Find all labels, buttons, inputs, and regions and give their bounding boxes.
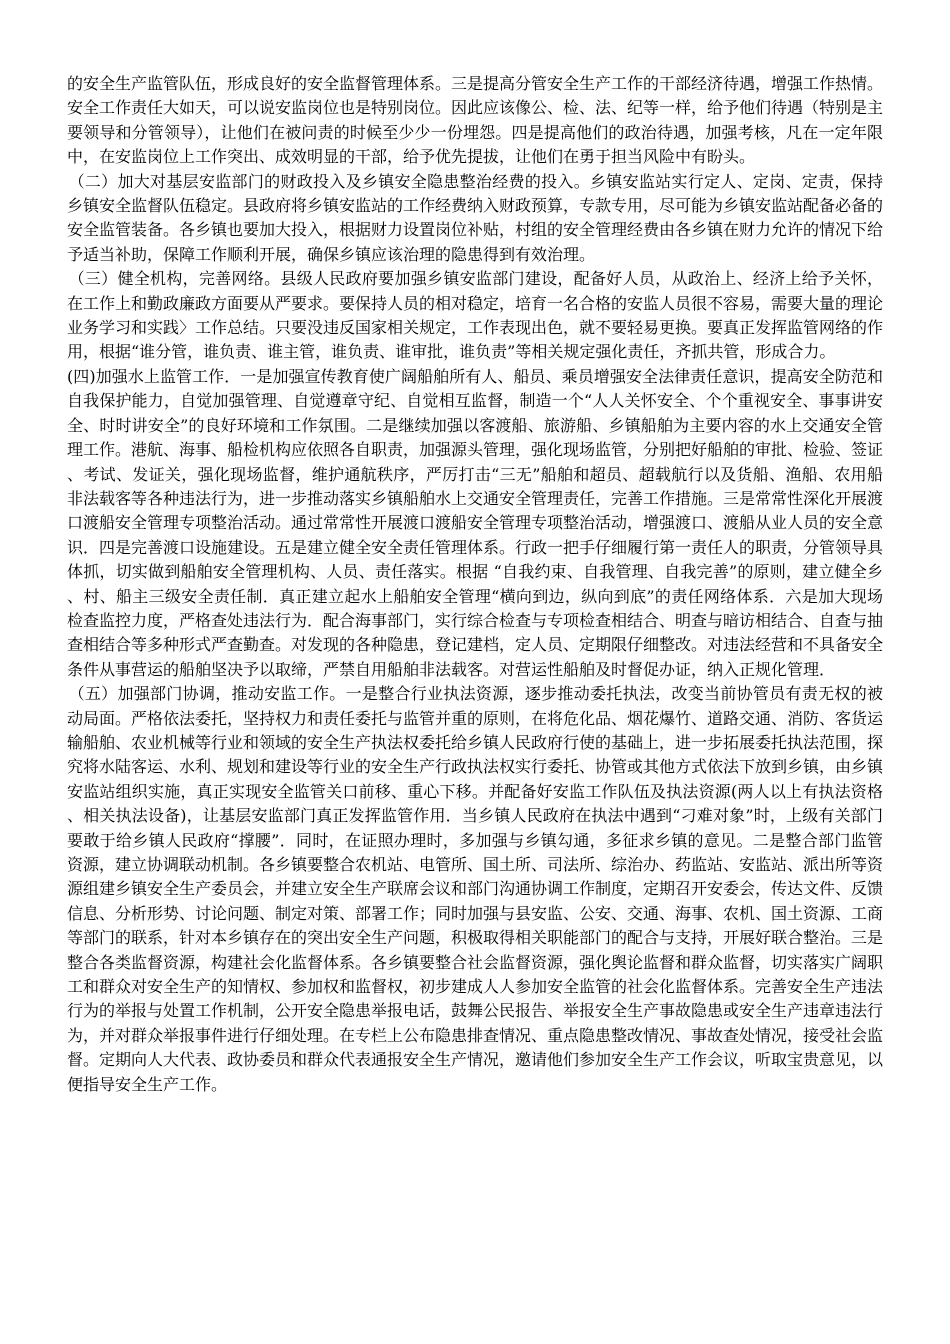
paragraph-section-2: （二）加大对基层安监部门的财政投入及乡镇安全隐患整治经费的投入。乡镇安监站实行定人、定岗、定责，保持乡镇安全监督队伍稳定。县政府将乡镇安监站的工作经费纳入财政预算，专款专用，尽可能为乡镇安监站配备必备的安全监管装备。各乡镇也要加大投入，根据财力设置岗位补贴，村组的安全管理经费由各乡镇在财力允许的情况下给予适当补助，保障工作顺利开展，确保乡镇应该治理的隐患得到有效治理。 xyxy=(67,171,884,264)
paragraph-section-4: (四)加强水上监管工作．一是加强宣传教育使广阔船舶所有人、船员、乘员增强安全法律责任意识，提高安全防范和自我保护能力，自觉加强管理、自觉遵章守纪、自觉相互监督，制造一个“人人关怀安全、个个重视安全、事事讲安全、时时讲安全”的良好环境和工作氛围。二是继续加强以客渡船、旅游船、乡镇船舶为主要内容的水上交通安全管理工作。港航、海事、船检机构应依照各自职责，加强源头管理，强化现场监管，分别把好船舶的审批、检验、签证、考试、发证关，强化现场监督，维护通航秩序，严厉打击“三无”船舶和超员、超载航行以及货船、渔船、农用船非法载客等各种违法行为，进一步推动落实乡镇船舶水上交通安全管理责任，完善工作措施。三是常常性深化开展渡口渡船安全管理专项整治活动。通过常常性开展渡口渡船安全管理专项整治活动，增强渡口、渡船从业人员的安全意识．四是完善渡口设施建设。五是建立健全安全责任管理体系。行政一把手仔细履行第一责任人的职责，分管领导具体抓，切实做到船舶安全管理机构、人员、责任落实。根据 “自我约束、自我管理、自我完善”的原则，建立健全乡、村、船主三级安全责任制．真正建立起水上船舶安全管理“横向到边，纵向到底”的责任网络体系．六是加大现场检查监控力度，严格查处违法行为．配合海事部门，实行综合检查与专项检查相结合、明查与暗访相结合、自查与抽查相结合等多种形式严查勤查。对发现的各种隐患，登记建档，定人员、定期限仔细整改。对违法经营和不具备安全条件从事营运的船舶坚决予以取缔，严禁自用船舶非法载客。对营运性船舶及时督促办证，纳入正规化管理． xyxy=(67,366,884,679)
paragraph-section-3: （三）健全机构，完善网络。县级人民政府要加强乡镇安监部门建设，配备好人员，从政治上、经济上给予关怀，在工作上和勤政廉政方面要从严要求。要保持人员的相对稳定，培育一名合格的安监人员很不容易，需要大量的理论业务学习和实践〉工作总结。只要没违反国家相关规定，工作表现出色，就不要轻易更换。要真正发挥监管网络的作用，根据“谁分管，谁负责、谁主管，谁负责、谁审批，谁负责”等相关规定强化责任，齐抓共管，形成合力。 xyxy=(67,269,884,362)
paragraph-section-5: （五）加强部门协调，推动安监工作。一是整合行业执法资源，逐步推动委托执法，改变当前协管员有责无权的被动局面。严格依法委托，坚持权力和责任委托与监管并重的原则，在将危化品、烟花爆竹、道路交通、消防、客货运输船舶、农业机械等行业和领域的安全生产执法权委托给乡镇人民政府行使的基础上，进一步拓展委托执法范围，探究将水陆客运、水利、规划和建设等行业的安全生产行政执法权实行委托、协管或其他方式依法下放到乡镇，由乡镇安监站组织实施，真正实现安全监管关口前移、重心下移。并配备好安监工作队伍及执法资源(两人以上有执法资格、相关执法设备)，让基层安监部门真正发挥监管作用．当乡镇人民政府在执法中遇到“刁难对象”时，上级有关部门要敢于给乡镇人民政府“撑腰”．同时，在证照办理时，多加强与乡镇勾通，多征求乡镇的意见。二是整合部门监管资源，建立协调联动机制。各乡镇要整合农机站、电管所、国土所、司法所、综治办、药监站、安监站、派出所等资源组建乡镇安全生产委员会，并建立安全生产联席会议和部门沟通协调工作制度，定期召开安委会，传达文件、反馈信息、分析形势、讨论问题、制定对策、部署工作；同时加强与县安监、公安、交通、海事、农机、国土资源、工商等部门的联系，针对本乡镇存在的突出安全生产问题，积极取得相关职能部门的配合与支持，开展好联合整治。三是整合各类监督资源，构建社会化监督体系。各乡镇要整合社会监督资源，强化舆论监督和群众监督，切实落实广阔职工和群众对安全生产的知情权、参加权和监督权，初步建成人人参加安全监管的社会化监督体系。完善安全生产违法行为的举报与处置工作机制，公开安全隐患举报电话，鼓舞公民报告、举报安全生产事故隐患或安全生产违章违法行为，并对群众举报事件进行仔细处理。在专栏上公布隐患排查情况、重点隐患整改情况、事故查处情况，接受社会监督。定期向人大代表、政协委员和群众代表通报安全生产情况，邀请他们参加安全生产工作会议，听取宝贵意见，以便指导安全生产工作。 xyxy=(67,684,884,1094)
paragraph-continuation: 的安全生产监管队伍，形成良好的安全监督管理体系。三是提高分管安全生产工作的干部经济待遇，增强工作热情。安全工作责任大如天，可以说安监岗位也是特别岗位。因此应该像公、检、法、纪等一样，给予他们待遇（特别是主要领导和分管领导），让他们在被问责的时候至少少一份埋怨。四是提高他们的政治待遇，加强考核，凡在一定年限中，在安监岗位上工作突出、成效明显的干部，给予优先提拔，让他们在勇于担当风险中有盼头。 xyxy=(67,74,884,167)
document-page xyxy=(67,72,883,1097)
